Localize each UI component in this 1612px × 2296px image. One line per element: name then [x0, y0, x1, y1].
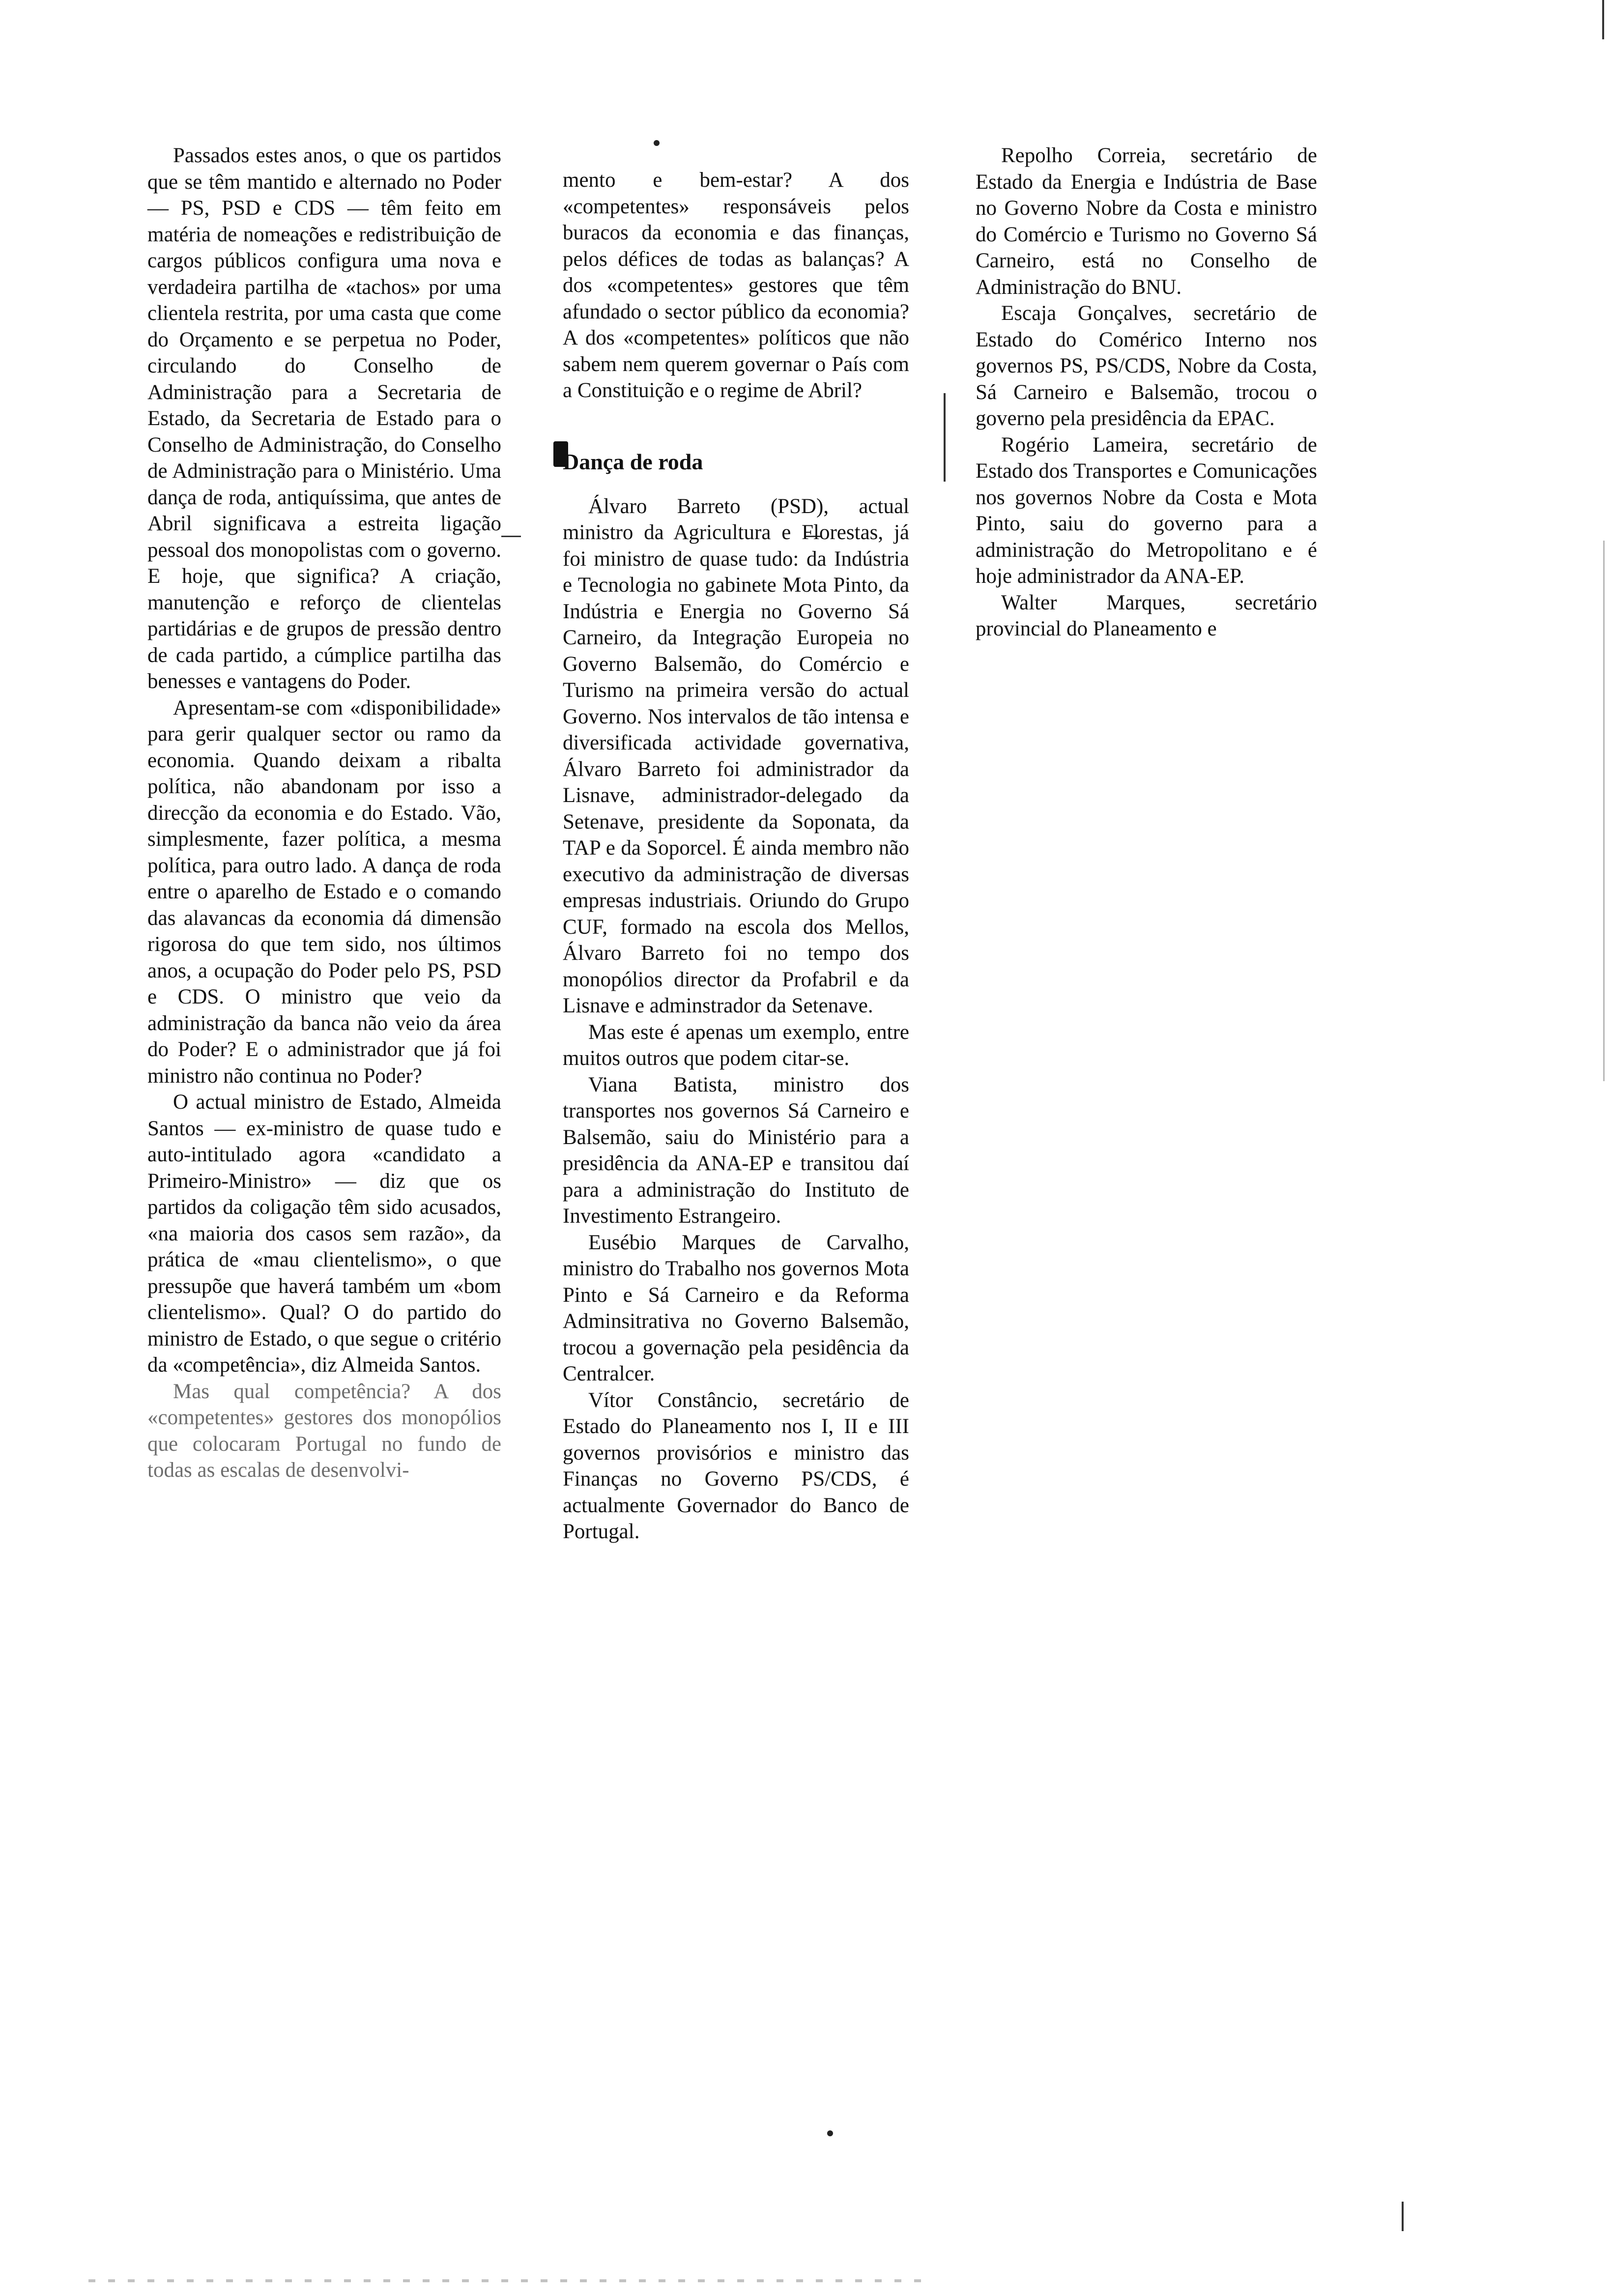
paragraph: Walter Marques, secretário provincial do Planeamento e — [976, 591, 1317, 640]
print-speck — [654, 140, 660, 146]
margin-mark — [1602, 0, 1604, 39]
paragraph: Mas este é apenas um exemplo, entre muitos outros que podem citar-se. — [563, 1020, 909, 1070]
paragraph: Passados estes anos, o que os partidos que se têm mantido e alternado no Poder — PS, PSD e CDS — têm feito em matéria de nomeações e redistribuição de cargos públicos configura uma nova e verdadeira partilha de «tachos» por uma clientela restrita, por uma casta que come do Orçamento e se perpetua no Poder, circulando do Conselho de Administração para a Secretaria de Estado, da Secretaria de Estado para o Conselho de Administração, do Conselho de Administração para o Ministério. Uma dança de roda, antiquíssima, que antes de Abril significava a estreita ligação pessoal dos monopolistas com o governo. E hoje, que significa? A criação, manutenção e reforço de clientelas partidárias e de grupos de pressão dentro de cada partido, a cúmplice partilha das benesses e vantagens do Poder. — [147, 144, 501, 693]
paragraph: Apresentam-se com «disponibilidade» para gerir qualquer sector ou ramo da economia. Quando deixam a ribalta política, não abandonam por isso a direcção da economia e do Estado. Vão, simplesmente, fazer política, a mesma política, para outro lado. A dança de roda entre o aparelho de Estado e o comando das alavancas da economia dá dimensão rigorosa do que tem sido, nos últimos anos, a ocupação do Poder pelo PS, PSD e CDS. O ministro que veio da administração da banca não veio da área do Poder? E o administrador que já foi ministro não continua no Poder? — [147, 696, 501, 1088]
paragraph-continuation: mento e bem-estar? A dos «competentes» responsáveis pelos buracos da economia e das finanças, pelos défices de todas as balanças? A dos «competentes» gestores que têm afundado o sector público da economia? A dos «competentes» políticos que não sabem nem querem governar o País com a Constituição e o regime de Abril? — [563, 169, 909, 402]
paragraph: Repolho Correia, secretário de Estado da Energia e Indústria de Base no Governo Nobre da Costa e ministro do Comércio e Turismo no Governo Sá Carneiro, está no Conselho de Administração do BNU. — [976, 144, 1317, 299]
margin-mark — [944, 393, 946, 482]
margin-mark — [1603, 541, 1605, 1081]
print-speck — [827, 2130, 833, 2136]
paragraph: O actual ministro de Estado, Almeida Santos — ex-ministro de quase tudo e auto-intitulado agora «candidato a Primeiro-Ministro» — diz que os partidos da coligação têm sido acusados, «na maioria dos casos sem razão», da prática de «mau clientelismo», o que pressupõe que haverá também um «bom clientelismo». Qual? O do partido do ministro de Estado, o que segue o critério da «competência», diz Almeida Santos. — [147, 1091, 501, 1377]
section-heading: Dança de roda — [563, 449, 703, 474]
article-column-3 — [976, 143, 1317, 642]
paragraph: Álvaro Barreto (PSD), actual ministro da Agricultura e Florestas, já foi ministro de quase tudo: da Indústria e Tecnologia no gabinete Mota Pinto, da Indústria e Energia no Governo Sá Carneiro, da Integração Europeia no Governo Balsemão, do Comércio e Turismo na primeira versão do actual Governo. Nos intervalos de tão intensa e diversificada actividade governativa, Álvaro Barreto foi administrador da Lisnave, administrador-delegado da Setenave, presidente da Soponata, da TAP e da Soporcel. É ainda membro não executivo da administração de diversas empresas industriais. Oriundo do Grupo CUF, formado na escola dos Mellos, Álvaro Barreto foi no tempo dos monopólios director da Profabril e da Lisnave e adminstrador da Setenave. — [563, 494, 909, 1017]
article-column-1 — [147, 143, 501, 1484]
continuation-block — [563, 167, 909, 404]
paragraph: Mas qual competência? A dos «competentes» gestores dos monopólios que colocaram Portugal no fundo de todas as escalas de desenvolvi- — [147, 1379, 501, 1482]
paragraph: Escaja Gonçalves, secretário de Estado do Comérico Interno nos governos PS, PS/CDS, Nobre da Costa, Sá Carneiro e Balsemão, trocou o governo pela presidência da EPAC. — [976, 302, 1317, 430]
paragraph: Eusébio Marques de Carvalho, ministro do Trabalho nos governos Mota Pinto e Sá Carneiro e da Reforma Adminsitrativa no Governo Balsemão, trocou a governação pela pesidência da Centralcer. — [563, 1231, 909, 1385]
margin-mark — [501, 536, 521, 537]
paragraph: Viana Batista, ministro dos transportes nos governos Sá Carneiro e Balsemão, saiu do Ministério para a presidência da ANA-EP e transitou daí para a administração do Instituto de Investimento Estrangeiro. — [563, 1073, 909, 1228]
article-column-2 — [563, 167, 909, 1545]
margin-mark — [1402, 2202, 1404, 2231]
paragraph: Rogério Lameira, secretário de Estado dos Transportes e Comunicações nos governos Nobre da Costa e Mota Pinto, saiu do governo para a administração do Metropolitano e é hoje administrador da ANA-EP. — [976, 433, 1317, 588]
paragraph: Vítor Constâncio, secretário de Estado do Planeamento nos I, II e III governos provisórios e ministro das Finanças no Governo PS/CDS, é actualmente Governador do Banco de Portugal. — [563, 1388, 909, 1543]
scan-noise — [88, 2279, 924, 2282]
